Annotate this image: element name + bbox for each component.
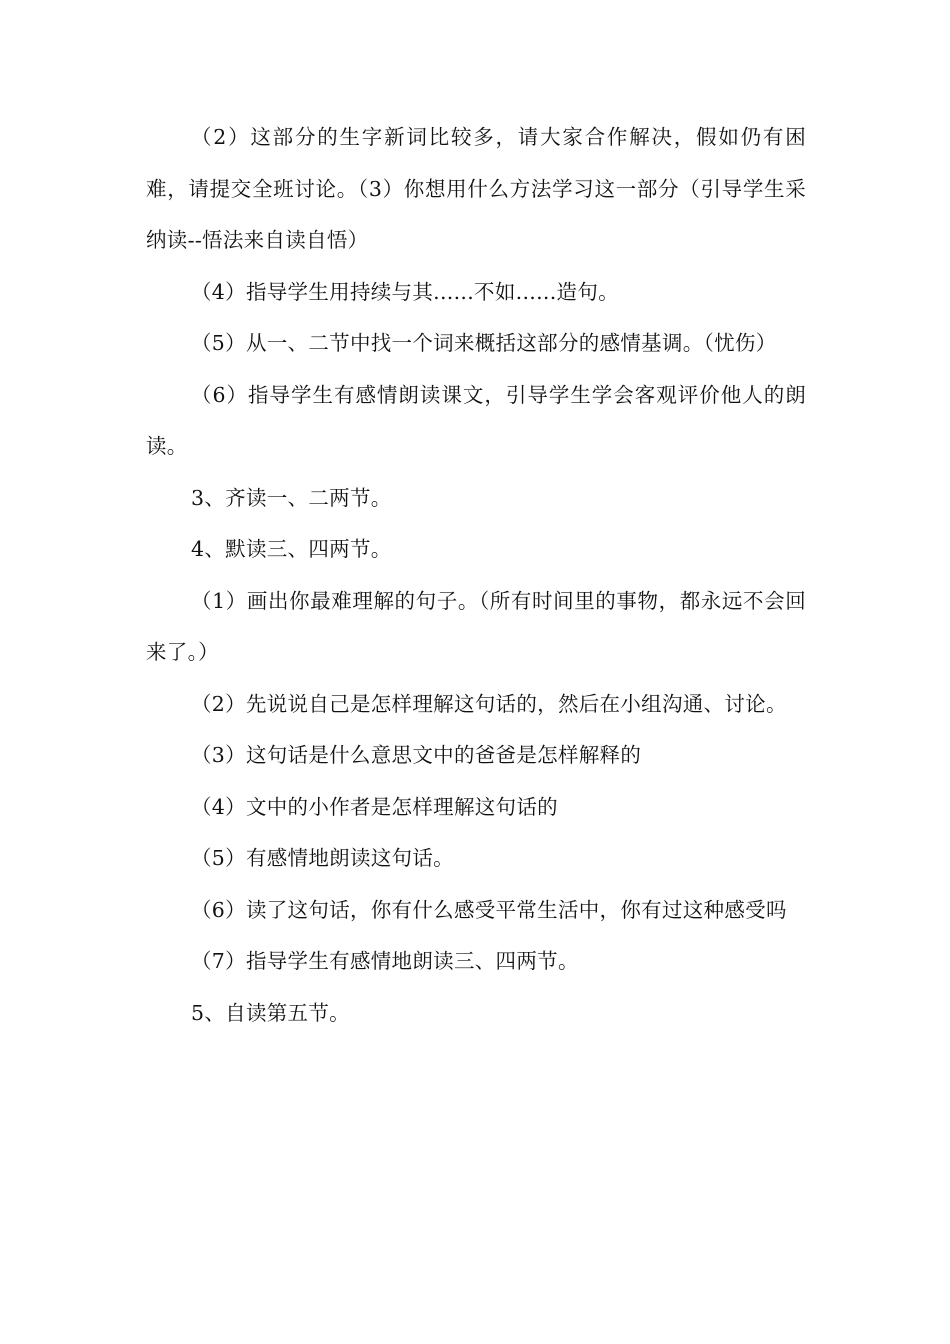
paragraph: （3）这句话是什么意思文中的爸爸是怎样解释的	[191, 743, 642, 767]
paragraph: 4、默读三、四两节。	[191, 537, 392, 561]
paragraph: （5）有感情地朗读这句话。	[191, 846, 454, 870]
paragraph: （6）读了这句话，你有什么感受平常生活中，你有过这种感受吗	[191, 897, 787, 922]
paragraph: 3、齐读一、二两节。	[191, 485, 392, 510]
paragraph: （7）指导学生有感情地朗读三、四两节。	[191, 949, 579, 973]
paragraph: （4）文中的小作者是怎样理解这句话的	[191, 794, 558, 819]
document-body	[146, 112, 806, 1039]
paragraph: （5）从一、二节中找一个词来概括这部分的感情基调。（忧伤）	[191, 331, 777, 355]
paragraph: （2）先说说自己是怎样理解这句话的，然后在小组沟通、讨论。	[191, 691, 787, 716]
paragraph: （2）这部分的生字新词比较多，请大家合作解决，假如仍有困难，请提交全班讨论。（3）你想用什么方法学习这一部分（引导学生采纳读--悟法来自读自悟）	[146, 125, 806, 252]
paragraph: （1）画出你最难理解的句子。（所有时间里的事物，都永远不会回来了。）	[146, 588, 806, 664]
paragraph: （4）指导学生用持续与其......不如......造句。	[191, 279, 619, 304]
paragraph: 5、自读第五节。	[191, 1000, 350, 1025]
paragraph: （6）指导学生有感情朗读课文，引导学生学会客观评价他人的朗读。	[146, 382, 806, 458]
